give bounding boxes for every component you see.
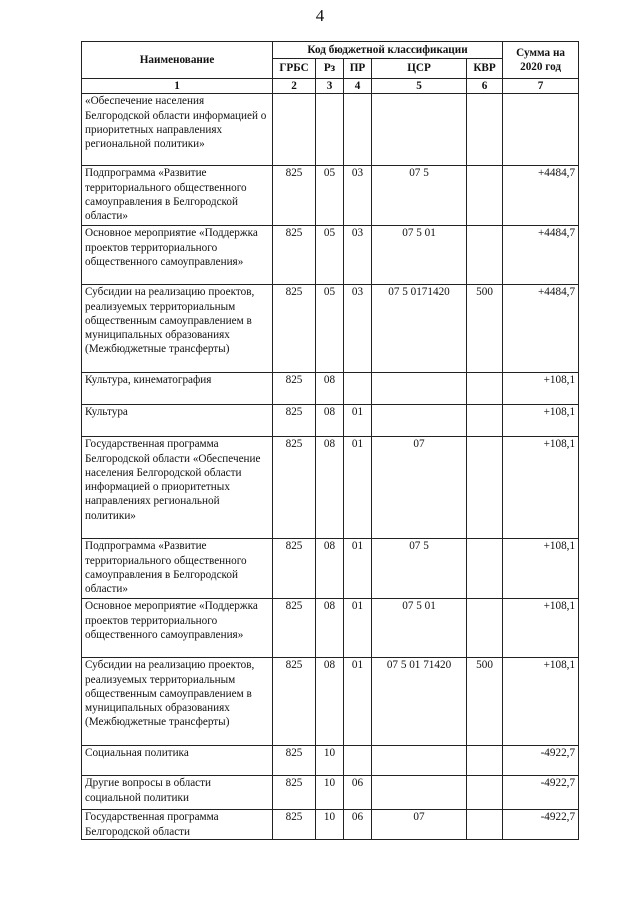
column-index: 1 [82, 79, 273, 94]
row-pr: 01 [344, 437, 372, 539]
row-pr: 03 [344, 285, 372, 373]
header-kvr: КВР [467, 59, 503, 79]
row-grbs: 825 [273, 658, 316, 746]
row-pr: 01 [344, 539, 372, 599]
row-sum: +108,1 [503, 437, 579, 539]
row-name: Другие вопросы в области социальной политики [82, 776, 273, 810]
table-row [82, 437, 579, 539]
row-pr [344, 94, 372, 166]
row-rz: 05 [316, 285, 344, 373]
table-row [82, 776, 579, 810]
row-csr [372, 405, 467, 437]
row-rz: 08 [316, 599, 344, 658]
row-name: Государственная программа Белгородской области «Обеспечение населения Белгородской области информацией о приоритетных направлениях региональной политики» [82, 437, 273, 539]
row-name: Подпрограмма «Развитие территориального общественного самоуправления в Белгородской области» [82, 166, 273, 226]
column-index: 2 [273, 79, 316, 94]
row-grbs: 825 [273, 226, 316, 285]
row-csr: 07 5 01 [372, 226, 467, 285]
row-grbs: 825 [273, 405, 316, 437]
column-index: 6 [467, 79, 503, 94]
row-name: Субсидии на реализацию проектов, реализуемых территориальным общественным самоуправлением в муниципальных образованиях (Межбюджетные трансферты) [82, 658, 273, 746]
row-rz: 08 [316, 373, 344, 405]
row-pr [344, 746, 372, 776]
row-pr: 03 [344, 226, 372, 285]
row-kvr [467, 373, 503, 405]
row-kvr [467, 810, 503, 840]
row-kvr [467, 776, 503, 810]
row-rz: 08 [316, 437, 344, 539]
row-name: Государственная программа Белгородской области [82, 810, 273, 840]
column-index: 3 [316, 79, 344, 94]
header-rz: Рз [316, 59, 344, 79]
column-index: 5 [372, 79, 467, 94]
row-grbs [273, 94, 316, 166]
row-rz: 10 [316, 746, 344, 776]
table-row [82, 599, 579, 658]
row-kvr: 500 [467, 658, 503, 746]
row-csr: 07 [372, 810, 467, 840]
row-sum [503, 94, 579, 166]
row-grbs: 825 [273, 437, 316, 539]
row-sum: +4484,7 [503, 166, 579, 226]
header-pr: ПР [344, 59, 372, 79]
row-grbs: 825 [273, 810, 316, 840]
header-grbs: ГРБС [273, 59, 316, 79]
row-name: Основное мероприятие «Поддержка проектов территориального общественного самоуправления» [82, 599, 273, 658]
row-sum: -4922,7 [503, 746, 579, 776]
row-grbs: 825 [273, 746, 316, 776]
row-grbs: 825 [273, 166, 316, 226]
row-pr: 06 [344, 776, 372, 810]
row-sum: -4922,7 [503, 810, 579, 840]
row-kvr [467, 226, 503, 285]
row-kvr [467, 94, 503, 166]
row-kvr [467, 437, 503, 539]
row-kvr [467, 166, 503, 226]
row-name: Культура, кинематография [82, 373, 273, 405]
table-row [82, 285, 579, 373]
budget-table [81, 41, 579, 840]
row-sum: +108,1 [503, 539, 579, 599]
row-pr: 06 [344, 810, 372, 840]
row-csr [372, 373, 467, 405]
row-csr: 07 [372, 437, 467, 539]
row-pr: 01 [344, 658, 372, 746]
row-sum: +108,1 [503, 405, 579, 437]
table-row [82, 373, 579, 405]
header-code-group: Код бюджетной классификации [273, 42, 503, 59]
column-index-row [82, 79, 579, 94]
row-name: Субсидии на реализацию проектов, реализуемых территориальным общественным самоуправлением в муниципальных образованиях (Межбюджетные трансферты) [82, 285, 273, 373]
table-row [82, 94, 579, 166]
row-name: Подпрограмма «Развитие территориального общественного самоуправления в Белгородской области» [82, 539, 273, 599]
row-name: «Обеспечение населения Белгородской области информацией о приоритетных направлениях региональной политики» [82, 94, 273, 166]
row-rz: 10 [316, 776, 344, 810]
row-kvr: 500 [467, 285, 503, 373]
row-csr: 07 5 [372, 539, 467, 599]
row-grbs: 825 [273, 373, 316, 405]
row-sum: +108,1 [503, 373, 579, 405]
row-rz: 05 [316, 166, 344, 226]
row-rz [316, 94, 344, 166]
row-pr: 03 [344, 166, 372, 226]
row-grbs: 825 [273, 539, 316, 599]
row-rz: 08 [316, 658, 344, 746]
row-sum: -4922,7 [503, 776, 579, 810]
row-rz: 10 [316, 810, 344, 840]
row-kvr [467, 539, 503, 599]
header-csr: ЦСР [372, 59, 467, 79]
table-row [82, 746, 579, 776]
row-name: Социальная политика [82, 746, 273, 776]
table-row [82, 658, 579, 746]
row-csr: 07 5 01 [372, 599, 467, 658]
table-row [82, 226, 579, 285]
row-sum: +108,1 [503, 599, 579, 658]
row-kvr [467, 746, 503, 776]
row-sum: +4484,7 [503, 226, 579, 285]
row-pr [344, 373, 372, 405]
row-kvr [467, 599, 503, 658]
row-pr: 01 [344, 405, 372, 437]
row-name: Основное мероприятие «Поддержка проектов территориального общественного самоуправления» [82, 226, 273, 285]
header-sum: Сумма на 2020 год [503, 42, 579, 79]
row-grbs: 825 [273, 776, 316, 810]
row-grbs: 825 [273, 599, 316, 658]
row-csr [372, 776, 467, 810]
row-csr [372, 746, 467, 776]
page-number: 4 [315, 6, 325, 25]
row-grbs: 825 [273, 285, 316, 373]
row-csr: 07 5 01 71420 [372, 658, 467, 746]
row-kvr [467, 405, 503, 437]
table-row [82, 810, 579, 840]
row-rz: 08 [316, 539, 344, 599]
row-csr [372, 94, 467, 166]
row-sum: +4484,7 [503, 285, 579, 373]
row-name: Культура [82, 405, 273, 437]
row-csr: 07 5 0171420 [372, 285, 467, 373]
table-row [82, 539, 579, 599]
row-sum: +108,1 [503, 658, 579, 746]
table-row [82, 405, 579, 437]
table-row [82, 166, 579, 226]
column-index: 4 [344, 79, 372, 94]
header-name: Наименование [82, 42, 273, 79]
row-csr: 07 5 [372, 166, 467, 226]
row-rz: 05 [316, 226, 344, 285]
row-rz: 08 [316, 405, 344, 437]
column-index: 7 [503, 79, 579, 94]
row-pr: 01 [344, 599, 372, 658]
